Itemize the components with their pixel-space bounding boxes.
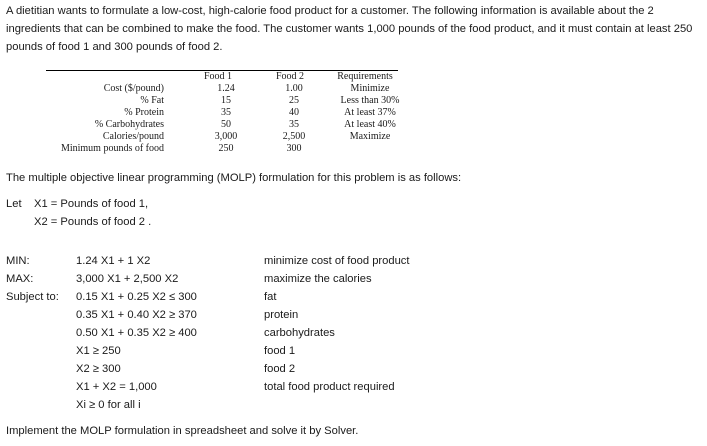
row-label-fat: % Fat — [140, 95, 164, 106]
req-carbohydrates: At least 40% — [344, 119, 396, 130]
food2-protein: 40 — [289, 107, 299, 118]
max-label: MAX: — [6, 273, 34, 285]
food1-carbohydrates: 50 — [221, 119, 231, 130]
molp-intro-sentence: The multiple objective linear programming (MOLP) formulation for this problem is as follows: — [6, 172, 462, 184]
req-fat: Less than 30% — [340, 95, 400, 106]
constraint-total: X1 + X2 = 1,000 — [76, 381, 157, 393]
constraint-nonnegativity: Xi ≥ 0 for all i — [76, 399, 141, 411]
req-calories: Maximize — [349, 131, 391, 142]
food1-calories: 3,000 — [214, 131, 238, 142]
let-label: Let — [6, 198, 22, 210]
food1-cost: 1.24 — [217, 83, 235, 94]
food2-calories: 2,500 — [282, 131, 306, 142]
constraint-carbohydrates-note: carbohydrates — [264, 327, 335, 339]
min-note: minimize cost of food product — [264, 255, 410, 267]
header-food-1: Food 1 — [203, 71, 233, 82]
req-protein: At least 37% — [344, 107, 396, 118]
max-objective: 3,000 X1 + 2,500 X2 — [76, 273, 179, 285]
constraint-protein-note: protein — [264, 309, 299, 321]
constraint-food1: X1 ≥ 250 — [76, 345, 121, 357]
let-definition-x2: X2 = Pounds of food 2 . — [34, 216, 152, 228]
constraint-protein: 0.35 X1 + 0.40 X2 ≥ 370 — [76, 309, 197, 321]
let-definition-x1: X1 = Pounds of food 1, — [34, 198, 149, 210]
constraint-food2-note: food 2 — [264, 363, 296, 375]
nutrition-table — [0, 70, 707, 160]
max-note: maximize the calories — [264, 273, 372, 285]
constraint-food1-note: food 1 — [264, 345, 296, 357]
min-objective: 1.24 X1 + 1 X2 — [76, 255, 151, 267]
problem-intro: A dietitian wants to formulate a low-cost, high-calorie food product for a customer. The following information is available about the 2 ingredients that can be combined to make the food. The customer wants 1,000 pounds of the food product, and it must contain at least 250 pounds of food 1 and 300 pounds of food 2. — [6, 5, 693, 53]
row-label-cost: Cost ($/pound) — [103, 83, 164, 94]
food1-protein: 35 — [221, 107, 231, 118]
req-cost: Minimize — [350, 83, 390, 94]
row-label-minimum: Minimum pounds of food — [60, 143, 164, 154]
row-label-protein: % Protein — [124, 107, 164, 118]
food1-minimum: 250 — [218, 143, 234, 154]
closing-instruction: Implement the MOLP formulation in spreadsheet and solve it by Solver. — [6, 425, 359, 437]
constraint-food2: X2 ≥ 300 — [76, 363, 121, 375]
constraint-fat-note: fat — [264, 291, 277, 303]
food2-minimum: 300 — [286, 143, 302, 154]
food2-fat: 25 — [289, 95, 299, 106]
row-label-calories: Calories/pound — [102, 131, 164, 142]
header-food-2: Food 2 — [275, 71, 305, 82]
min-label: MIN: — [6, 255, 30, 267]
header-requirements: Requirements — [337, 71, 393, 82]
food2-carbohydrates: 35 — [289, 119, 299, 130]
constraint-carbohydrates: 0.50 X1 + 0.35 X2 ≥ 400 — [76, 327, 197, 339]
food1-fat: 15 — [221, 95, 231, 106]
constraint-fat: 0.15 X1 + 0.25 X2 ≤ 300 — [76, 291, 197, 303]
constraint-total-note: total food product required — [264, 381, 395, 393]
subject-to-label: Subject to: — [6, 291, 59, 303]
row-label-carbohydrates: % Carbohydrates — [94, 119, 164, 130]
food2-cost: 1.00 — [285, 83, 303, 94]
